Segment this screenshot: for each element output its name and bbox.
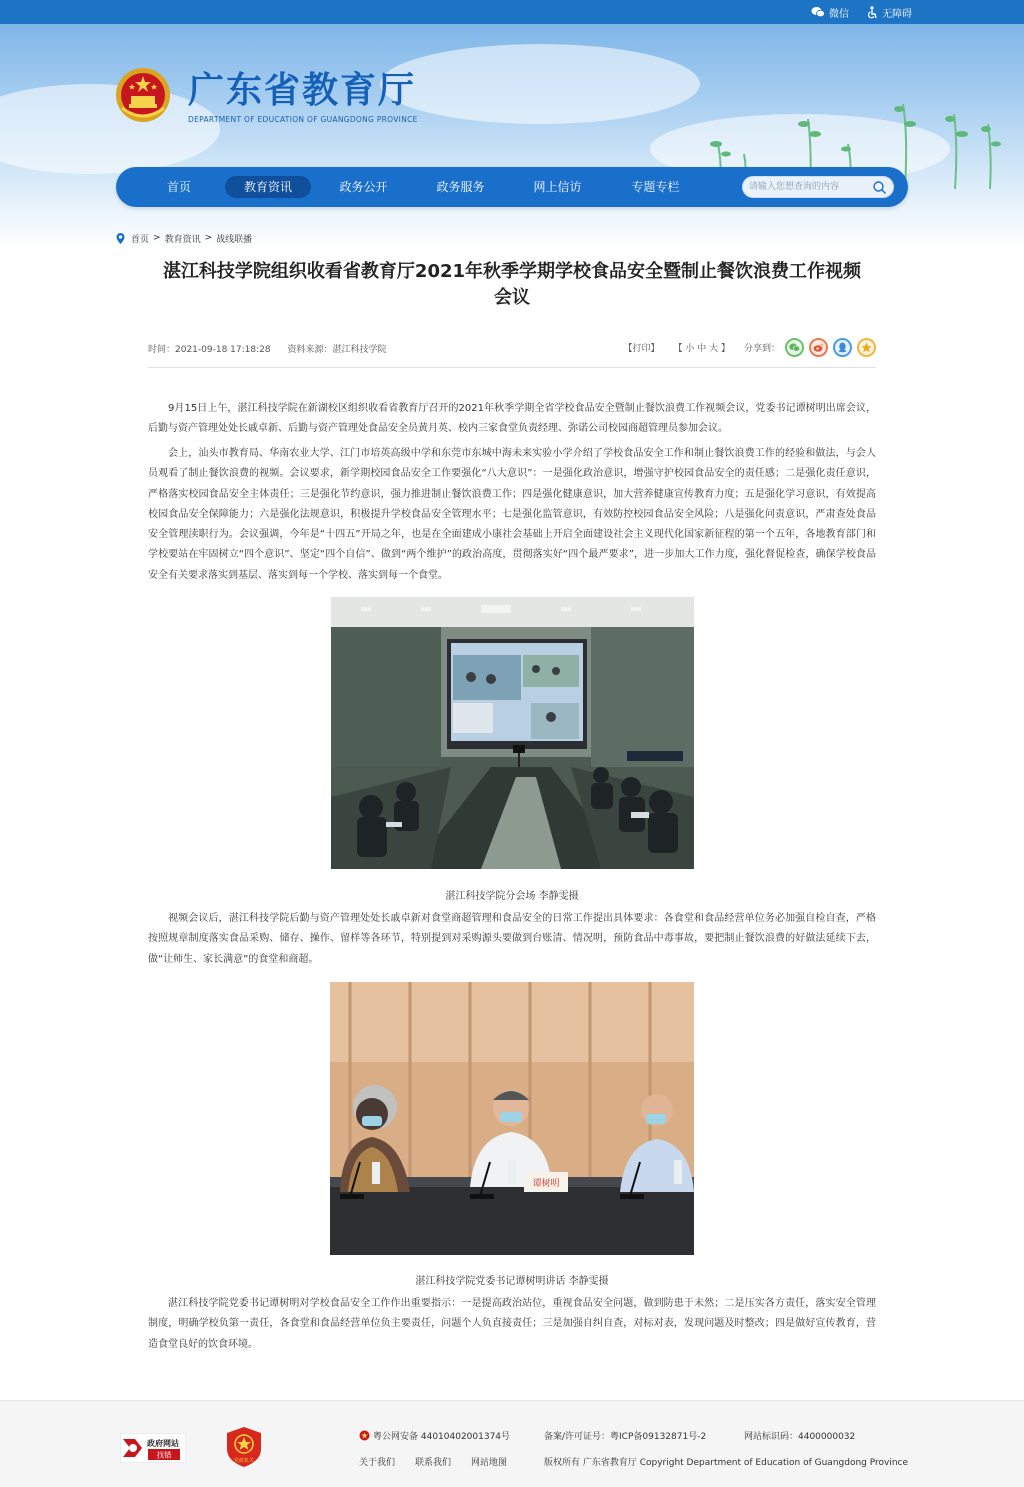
breadcrumb-current[interactable]: 战线联播: [216, 234, 253, 245]
footer-link-contact[interactable]: 联系我们: [415, 1458, 452, 1468]
nav-item-government-services[interactable]: 政务服务: [436, 180, 485, 194]
weibo-icon: [813, 343, 824, 352]
police-badge-icon: [359, 1430, 370, 1441]
nav-item-online-petition[interactable]: 网上信访: [533, 180, 582, 194]
article-title-line: 会议: [494, 287, 530, 308]
site-subtitle: DEPARTMENT OF EDUCATION OF GUANGDONG PROVINCE: [188, 115, 418, 124]
party-badge-text: 党政机关: [233, 1458, 255, 1464]
wechat-label: 微信: [829, 8, 849, 20]
article-paragraph: 视频会议后，湛江科技学院后勤与资产管理处处长戚卓新对食堂商超管理和食品安全的日常工作提出具体要求：各食堂和食品经营单位务必加强自检自查，严格按照规章制度落实食品采购、储存、操作、留样等各环节，特别提到对采购源头要做到台账清、情况明，预防食品中毒事故，要把制止餐饮浪费的好做法延续下去，做“让师生、家长满意”的食堂和商超。: [148, 913, 876, 965]
cloud-decoration: [0, 84, 220, 174]
share-weibo-button[interactable]: [809, 338, 828, 357]
nav-item-education-news[interactable]: 教育资讯: [225, 176, 311, 198]
icp-record-link[interactable]: 备案/许可证号：粤ICP备09132871号-2: [544, 1432, 707, 1442]
share-qq-button[interactable]: [833, 338, 852, 357]
publish-time: 时间：2021-09-18 17:18:28: [148, 345, 271, 355]
police-record-text: 粤公网安备 44010402001374号: [373, 1432, 511, 1442]
footer-link-about[interactable]: 关于我们: [359, 1458, 396, 1468]
article-photo-speech: [330, 982, 694, 1255]
share-label: 分享到：: [743, 344, 780, 354]
header-banner: [0, 24, 1024, 250]
wechat-icon: [789, 343, 800, 352]
party-government-badge[interactable]: [227, 1427, 261, 1467]
site-title[interactable]: 广东省教育厅: [188, 70, 417, 111]
nav-item-government-affairs[interactable]: 政务公开: [339, 180, 388, 194]
accessibility-link[interactable]: [866, 0, 912, 24]
qq-icon: [838, 342, 847, 353]
article-paragraph: 9月15日上午，湛江科技学院在新湖校区组织收看省教育厅召开的2021年秋季学期全省学校食品安全暨制止餐饮浪费工作视频会议，党委书记谭树明出席会议，后勤与资产管理处处长戚卓新、后勤与资产管理处食品安全员黄月英、校内三家食堂负责经理、弥诺公司校园商超管理员参加会议。: [148, 403, 876, 435]
nameplate-text: 谭树明: [532, 1179, 560, 1189]
footer-link-sitemap[interactable]: 网站地图: [471, 1458, 508, 1468]
national-emblem-icon: [114, 66, 172, 124]
share-wechat-button[interactable]: [785, 338, 804, 357]
meeting-room-image: [331, 597, 694, 869]
wechat-link[interactable]: [811, 0, 849, 24]
article-title-line: 湛江科技学院组织收看省教育厅2021年秋季学期学校食品安全暨制止餐饮浪费工作视频: [162, 261, 862, 282]
party-badge-image: [227, 1427, 261, 1467]
article-meta: [148, 336, 876, 360]
photo-caption: 湛江科技学院党委书记谭树明讲话 李静雯摄: [415, 1276, 609, 1287]
search-input[interactable]: [749, 179, 867, 195]
gov-badge-bottom-text: 找错: [156, 1450, 172, 1460]
search-box: [742, 176, 894, 198]
article-title: [148, 259, 876, 311]
meta-divider: [148, 367, 876, 368]
footer: [0, 1400, 1024, 1487]
article-photo-meeting-room: [331, 597, 694, 869]
speech-image: [330, 982, 694, 1255]
photo-caption: 湛江科技学院分会场 李静雯摄: [445, 891, 579, 902]
breadcrumb-separator: >: [204, 233, 213, 243]
cloud-decoration: [380, 44, 700, 124]
article-source: 资料来源：湛江科技学院: [287, 345, 387, 355]
article-paragraph: 会上，汕头市教育局、华南农业大学、江门市培英高级中学和东莞市东城中海未来实验小学介绍了学校食品安全工作和制止餐饮浪费工作的经验和做法，与会人员观看了制止餐饮浪费的视频。会议要求，新学期校园食品安全工作要强化“八大意识”：一是强化政治意识，增强守护校园食品安全的责任感；二是强化责任意识，严格落实校园食品安全主体责任；三是强化节约意识，强力推进制止餐饮浪费工作；四是强化健康意识，加大营养健康宣传教育力度；五是强化学习意识，有效提高校园食品安全保障能力；六是强化法规意识，积极提升学校食品安全管理水平；七是强化监管意识，有效防控校园食品安全风险；八是强化问责意识，严肃查处食品安全管理渎职行为。会议强调，今年是“十四五”开局之年，也是在全面建成小康社会基础上开启全面建设社会主义现代化国家新征程的第一个五年，各地教育部门和学校要站在牢固树立“四个意识”、坚定“四个自信”、做到“两个维护”的政治高度，贯彻落实好“四个最严要求”，进一步加大工作力度，强化督促检查，确保学校食品安全有关要求落实到基层、落实到每一个学校、落实到每一个食堂。: [148, 448, 876, 581]
breadcrumb: [116, 232, 252, 244]
main-nav: [116, 167, 908, 207]
gov-site-error-report-badge[interactable]: [120, 1433, 186, 1463]
nav-item-home[interactable]: 首页: [166, 180, 191, 194]
gov-site-badge-image: [120, 1433, 186, 1463]
copyright-text: 版权所有 广东省教育厅 Copyright Department of Education of Guangdong Province: [544, 1458, 909, 1468]
nav-item-special-topics[interactable]: 专题专栏: [631, 180, 680, 194]
print-button[interactable]: 【打印】: [623, 344, 660, 354]
breadcrumb-home[interactable]: 首页: [131, 234, 150, 245]
article-paragraph: 湛江科技学院党委书记谭树明对学校食品安全工作作出重要指示：一是提高政治站位，重视食品安全问题，做到防患于未然；二是压实各方责任，落实安全管理制度，明确学校负第一责任，各食堂和食品经营单位负主要责任，问题个人负直接责任；三是加强自纠自查，对标对表，发现问题及时整改；四是做好宣传教育，营造食堂良好的饮食环境。: [148, 1298, 876, 1350]
site-identifier: 网站标识码：4400000032: [744, 1432, 856, 1442]
star-icon: [861, 342, 872, 353]
police-record-link[interactable]: [359, 1429, 510, 1442]
gov-badge-top-text: 政府网站: [147, 1439, 179, 1448]
share-qzone-button[interactable]: [857, 338, 876, 357]
breadcrumb-education-news[interactable]: 教育资讯: [164, 234, 201, 245]
accessibility-icon: [866, 6, 878, 19]
search-icon[interactable]: [872, 180, 887, 195]
accessibility-label: 无障碍: [882, 8, 912, 20]
location-pin-icon: [116, 233, 125, 244]
top-utility-bar: [0, 0, 1024, 24]
font-size-selector[interactable]: 【 小 中 大 】: [673, 344, 730, 354]
breadcrumb-separator: >: [153, 233, 161, 243]
wechat-icon: [811, 6, 825, 18]
